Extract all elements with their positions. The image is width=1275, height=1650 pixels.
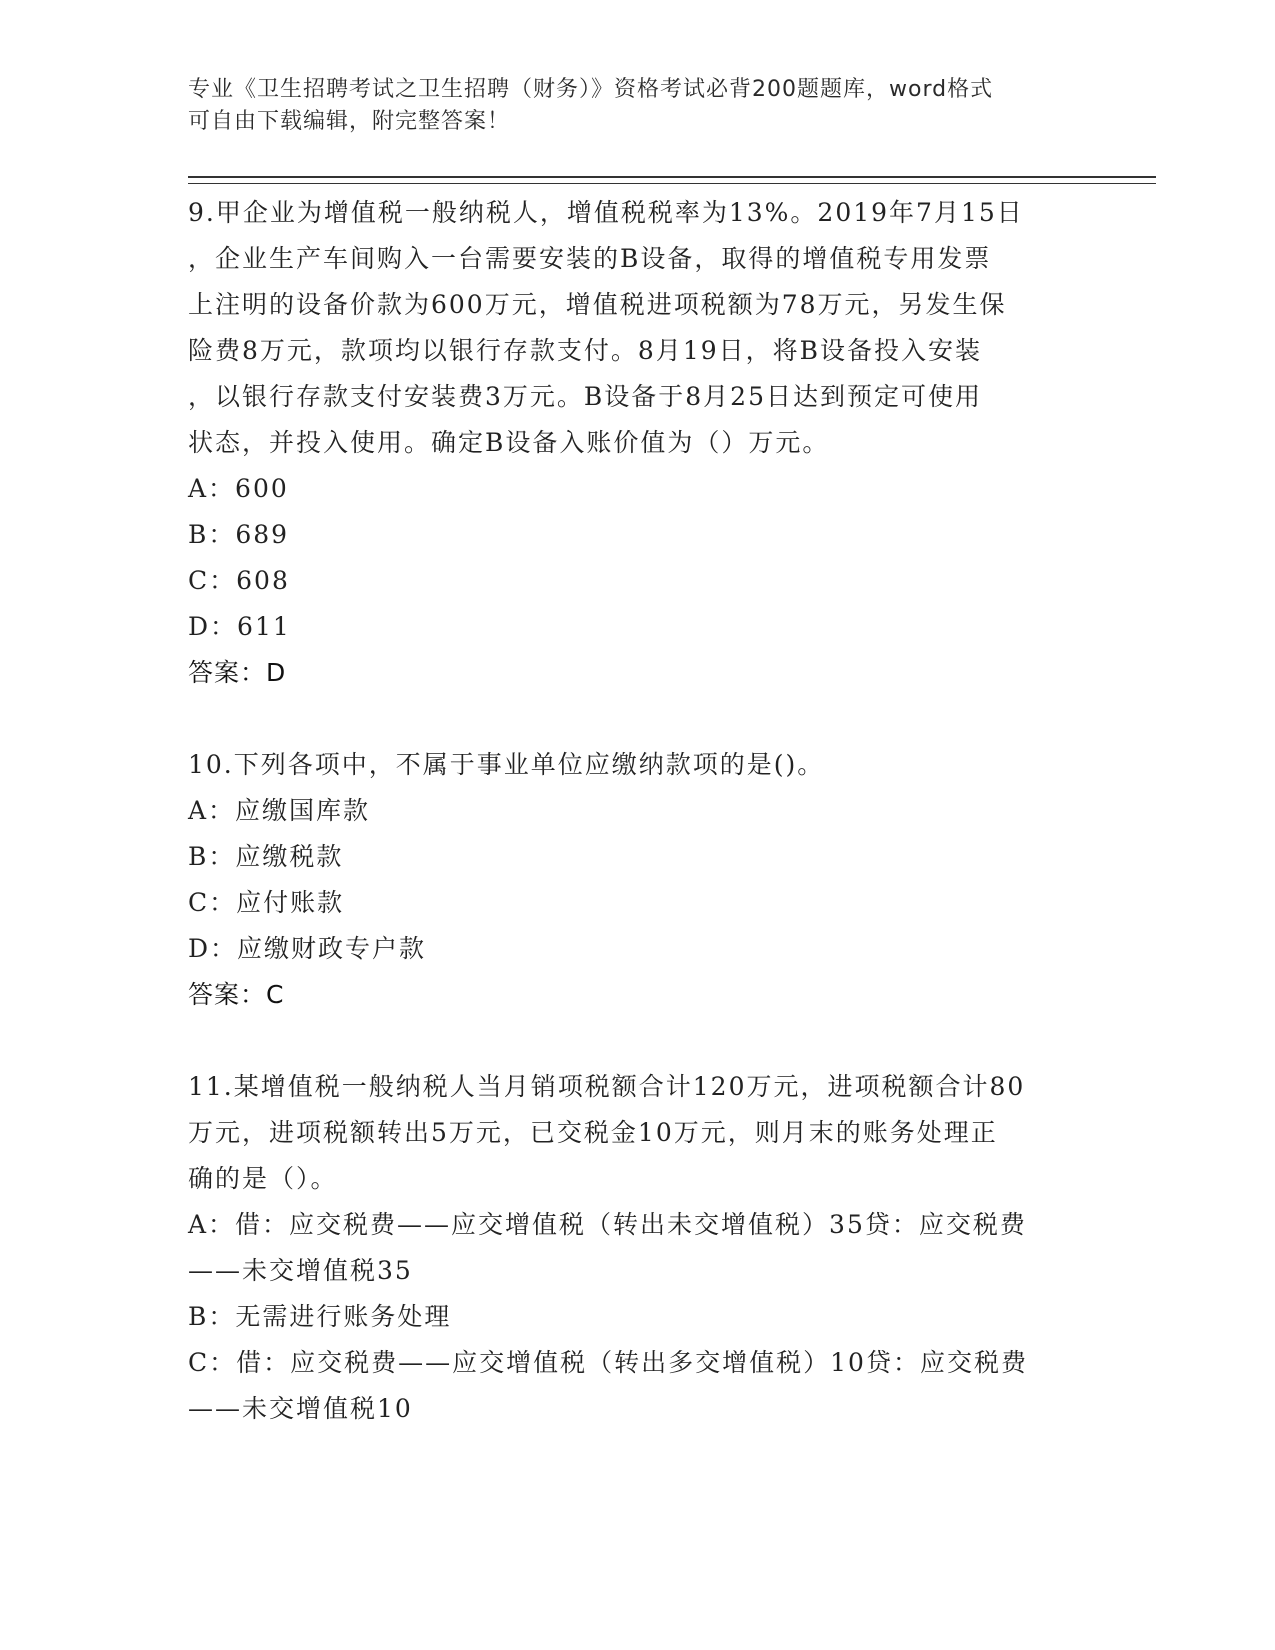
question-list bbox=[188, 190, 1088, 1432]
answer-label: 答案：C bbox=[188, 980, 285, 1009]
header-line-1: 专业《卫生招聘考试之卫生招聘（财务）》资格考试必背200题题库，word格式 bbox=[188, 77, 994, 102]
question-spacer bbox=[188, 696, 1088, 742]
answer-label: 答案：D bbox=[188, 658, 287, 687]
question-stem-line: 11.某增值税一般纳税人当月销项税额合计120万元，进项税额合计80 bbox=[188, 1072, 1026, 1101]
option-b: B：无需进行账务处理 bbox=[188, 1302, 452, 1331]
question-stem-line: 万元，进项税额转出5万元，已交税金10万元，则月末的账务处理正 bbox=[188, 1118, 998, 1147]
option-c: C：608 bbox=[188, 566, 290, 595]
option-b: B：应缴税款 bbox=[188, 842, 344, 871]
question-stem-line: 上注明的设备价款为600万元，增值税进项税额为78万元，另发生保 bbox=[188, 290, 1007, 319]
question-stem-line: 10.下列各项中，不属于事业单位应缴纳款项的是()。 bbox=[188, 750, 825, 779]
document-header bbox=[188, 74, 1068, 138]
option-d: D：应缴财政专户款 bbox=[188, 934, 427, 963]
question-stem-line: 9.甲企业为增值税一般纳税人，增值税税率为13%。2019年7月15日 bbox=[188, 198, 1024, 227]
question-stem-line: 状态，并投入使用。确定B设备入账价值为（）万元。 bbox=[188, 428, 830, 457]
option-b: B：689 bbox=[188, 520, 290, 549]
question-stem-line: ，企业生产车间购入一台需要安装的B设备，取得的增值税专用发票 bbox=[188, 244, 992, 273]
question-11 bbox=[188, 1064, 1088, 1432]
option-a: A：600 bbox=[188, 474, 289, 503]
header-divider-thick bbox=[188, 176, 1156, 178]
question-stem-line: 险费8万元，款项均以银行存款支付。8月19日，将B设备投入安装 bbox=[188, 336, 982, 365]
question-stem-line: 确的是（）。 bbox=[188, 1164, 338, 1193]
option-c: C：借：应交税费——应交增值税（转出多交增值税）10贷：应交税费 bbox=[188, 1348, 1028, 1377]
header-line-2: 可自由下载编辑，附完整答案！ bbox=[188, 109, 511, 134]
option-a: A：应缴国库款 bbox=[188, 796, 371, 825]
option-d: D：611 bbox=[188, 612, 291, 641]
option-c: C：应付账款 bbox=[188, 888, 345, 917]
question-spacer bbox=[188, 1018, 1088, 1064]
header-divider-thin bbox=[188, 183, 1156, 184]
option-a: A：借：应交税费——应交增值税（转出未交增值税）35贷：应交税费 bbox=[188, 1210, 1027, 1239]
option-c-continued: ——未交增值税10 bbox=[188, 1394, 413, 1423]
question-stem-line: ，以银行存款支付安装费3万元。B设备于8月25日达到预定可使用 bbox=[188, 382, 982, 411]
option-a-continued: ——未交增值税35 bbox=[188, 1256, 413, 1285]
question-10 bbox=[188, 742, 1088, 1018]
question-9 bbox=[188, 190, 1088, 696]
